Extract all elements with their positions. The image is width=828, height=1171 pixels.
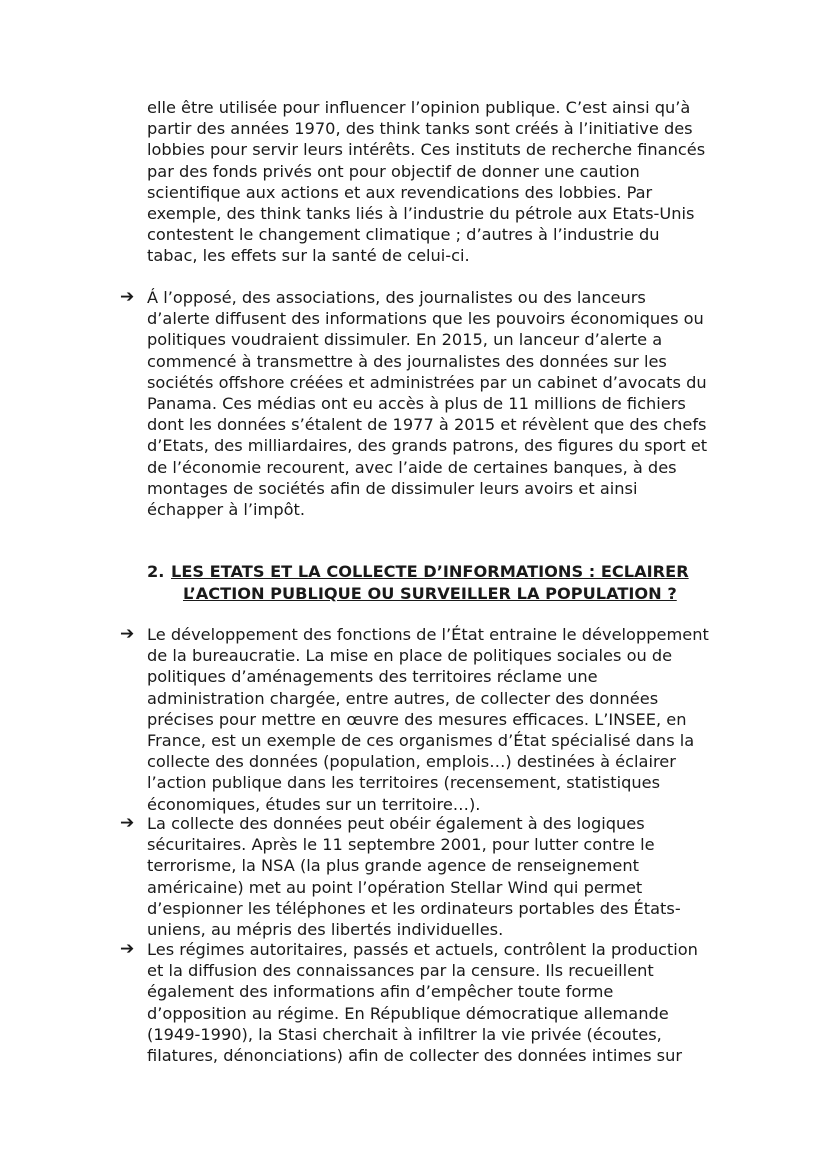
text-line: collecte des données (population, emplois…) destinées à éclairer	[147, 752, 676, 772]
text-line: Les régimes autoritaires, passés et actuels, contrôlent la production	[147, 940, 698, 959]
paragraph-think-tanks	[147, 97, 747, 267]
text-line: partir des années 1970, des think tanks sont créés à l’initiative des	[147, 119, 693, 139]
arrow-bullet-icon: ➔	[120, 939, 135, 959]
text-line: échapper à l’impôt.	[147, 500, 305, 520]
text-line: Panama. Ces médias ont eu accès à plus de 11 millions de fichiers	[147, 394, 686, 414]
text-line: Le développement des fonctions de l’État entraine le développement	[147, 625, 709, 644]
text-line: sociétés offshore créées et administrées par un cabinet d’avocats du	[147, 372, 707, 392]
text-line: scientifique aux actions et aux revendications des lobbies. Par	[147, 182, 653, 202]
text-line: exemple, des think tanks liés à l’industrie du pétrole aux Etats-Unis	[147, 204, 695, 224]
text-line: politiques voudraient dissimuler. En 2015, un lanceur d’alerte a	[147, 330, 663, 350]
text-line: filatures, dénonciations) afin de collecter des données intimes sur	[147, 1046, 683, 1066]
text-line: tabac, les effets sur la santé de celui-ci.	[147, 246, 470, 266]
arrow-bullet-icon: ➔	[120, 813, 135, 833]
text-line: terrorisme, la NSA (la plus grande agence de renseignement	[147, 856, 639, 876]
text-line: de l’économie recourent, avec l’aide de certaines banques, à des	[147, 457, 677, 477]
paragraph-authoritarian-regimes	[147, 939, 747, 1066]
section-heading	[147, 561, 747, 604]
text-line: de la bureaucratie. La mise en place de politiques sociales ou de	[147, 646, 673, 666]
text-line: et la diffusion des connaissances par la censure. Ils recueillent	[147, 961, 654, 981]
text-line: économiques, études sur un territoire…).	[147, 794, 481, 814]
paragraph-whistleblowers	[147, 287, 747, 520]
text-line: elle être utilisée pour influencer l’opinion publique. C’est ainsi qu’à	[147, 98, 691, 117]
text-line: d’espionner les téléphones et les ordinateurs portables des États-	[147, 898, 681, 918]
text-line: lobbies pour servir leurs intérêts. Ces instituts de recherche financés	[147, 140, 706, 160]
text-line: sécuritaires. Après le 11 septembre 2001, pour lutter contre le	[147, 835, 655, 855]
text-line: administration chargée, entre autres, de collecter des données	[147, 688, 659, 708]
arrow-bullet-icon: ➔	[120, 624, 135, 644]
text-line: également des informations afin d’empêcher toute forme	[147, 982, 614, 1002]
section-title-line-1: LES ETATS ET LA COLLECTE D’INFORMATIONS : ECLAIRER	[171, 562, 689, 581]
text-line: (1949-1990), la Stasi cherchait à infiltrer la vie privée (écoutes,	[147, 1024, 662, 1044]
text-line: commencé à transmettre à des journalistes des données sur les	[147, 351, 667, 371]
text-line: d’Etats, des milliardaires, des grands patrons, des figures du sport et	[147, 436, 708, 456]
text-line: dont les données s’étalent de 1977 à 2015 et révèlent que des chefs	[147, 415, 707, 435]
text-line: contestent le changement climatique ; d’autres à l’industrie du	[147, 225, 660, 245]
text-line: Á l’opposé, des associations, des journalistes ou des lanceurs	[147, 288, 646, 307]
text-line: américaine) met au point l’opération Stellar Wind qui permet	[147, 877, 643, 897]
section-number: 2.	[147, 562, 165, 581]
text-line: précises pour mettre en œuvre des mesures efficaces. L’INSEE, en	[147, 709, 687, 729]
paragraph-state-bureaucracy	[147, 624, 747, 815]
text-line: uniens, au mépris des libertés individuelles.	[147, 920, 504, 940]
text-line: d’opposition au régime. En République démocratique allemande	[147, 1003, 669, 1023]
text-line: l’action publique dans les territoires (recensement, statistiques	[147, 773, 661, 793]
text-line: La collecte des données peut obéir également à des logiques	[147, 814, 645, 833]
text-line: par des fonds privés ont pour objectif de donner une caution	[147, 161, 640, 181]
text-line: politiques d’aménagements des territoires réclame une	[147, 667, 598, 687]
paragraph-security-logic	[147, 813, 747, 940]
section-title-line-2: L’ACTION PUBLIQUE OU SURVEILLER LA POPULATION ?	[183, 583, 677, 603]
text-line: d’alerte diffusent des informations que les pouvoirs économiques ou	[147, 309, 704, 329]
arrow-bullet-icon: ➔	[120, 287, 135, 307]
text-line: montages de sociétés afin de dissimuler leurs avoirs et ainsi	[147, 478, 638, 498]
text-line: France, est un exemple de ces organismes d’État spécialisé dans la	[147, 731, 695, 751]
